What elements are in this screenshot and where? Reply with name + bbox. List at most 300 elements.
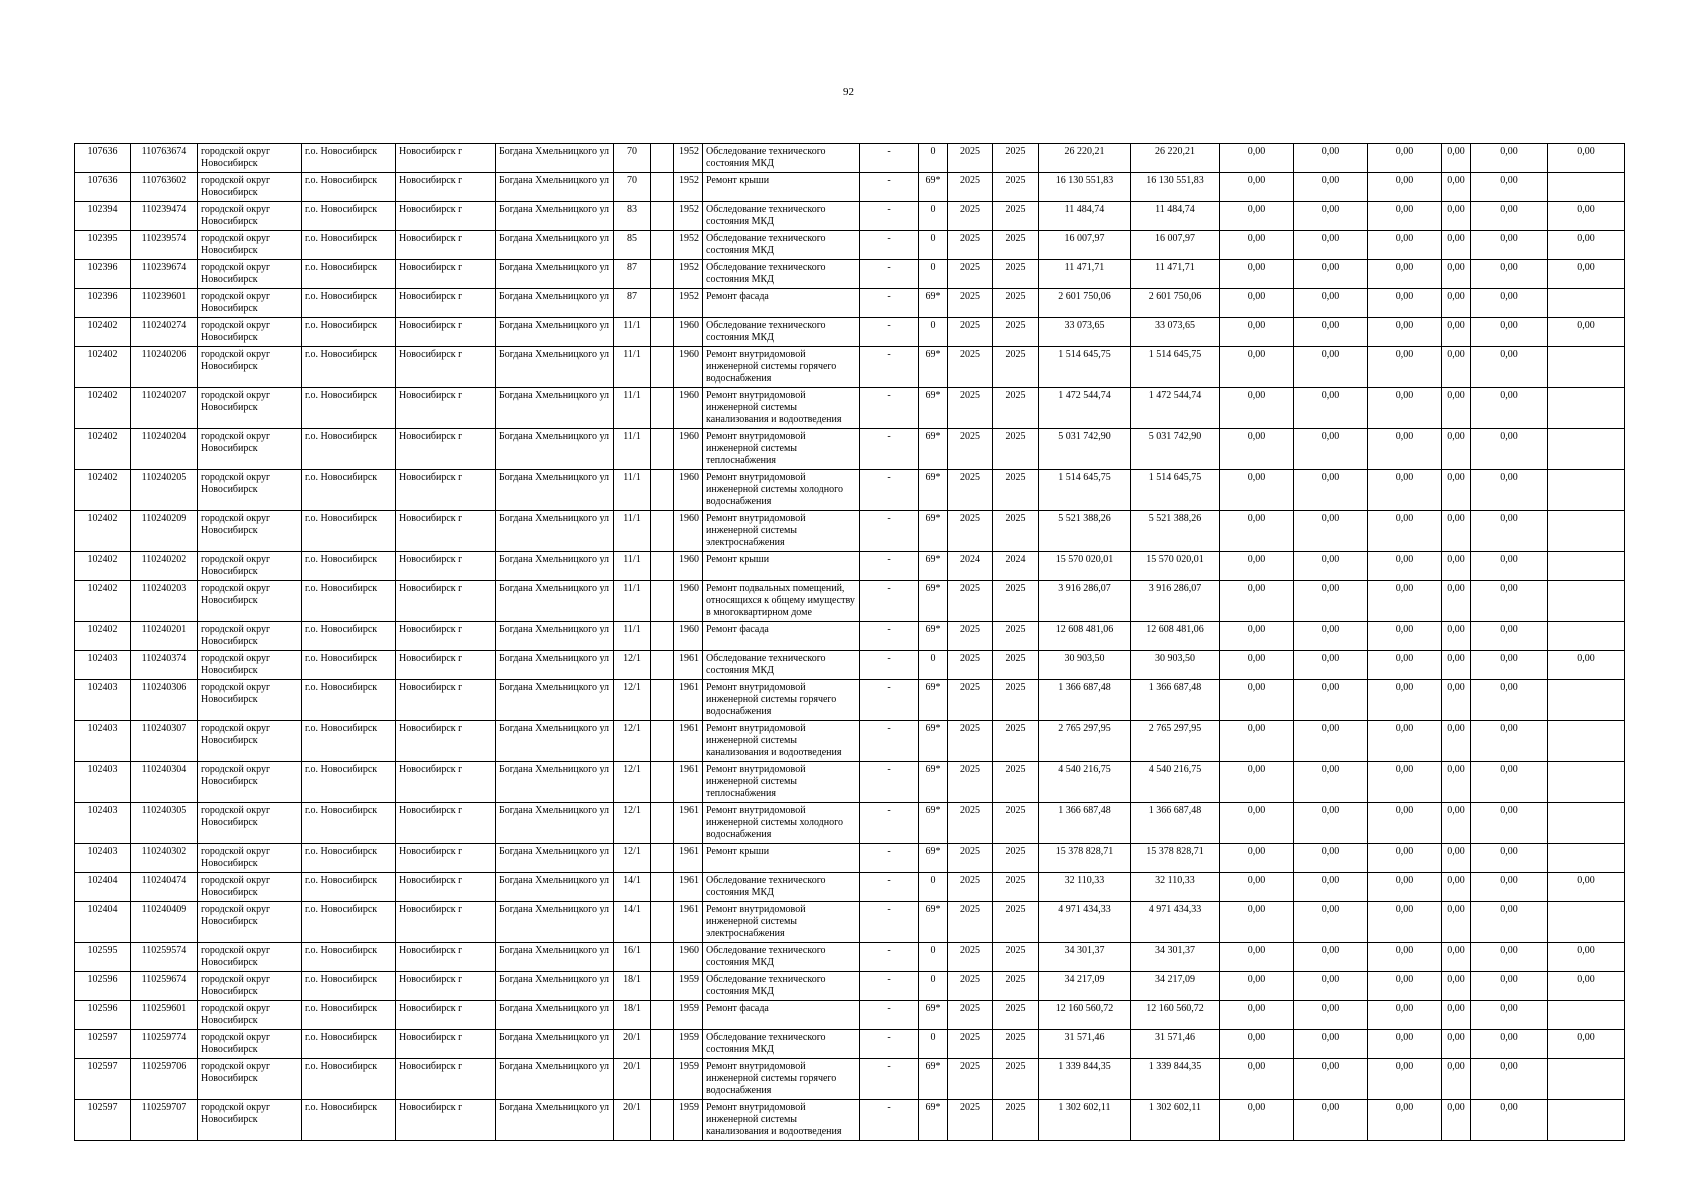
row-work-type: Обследование технического состояния МКД [703,1030,860,1059]
row-year: 1960 [674,318,703,347]
row-code: 110259674 [131,972,198,1001]
row-year: 1960 [674,429,703,470]
row-value-6: 0,00 [1548,873,1625,902]
row-year-end: 2025 [993,347,1039,388]
row-work-type: Обследование технического состояния МКД [703,651,860,680]
row-value-3: 0,00 [1368,943,1442,972]
row-work-type: Ремонт внутридомовой инженерной системы электроснабжения [703,511,860,552]
row-extra [651,388,674,429]
row-year: 1961 [674,902,703,943]
row-code: 110240274 [131,318,198,347]
row-fund-cost: 33 073,65 [1131,318,1220,347]
row-year-end: 2025 [993,721,1039,762]
row-year-end: 2025 [993,762,1039,803]
row-value-6 [1548,902,1625,943]
row-value-4: 0,00 [1442,1001,1471,1030]
row-value-5: 0,00 [1471,1100,1548,1141]
row-work-type: Обследование технического состояния МКД [703,202,860,231]
row-value-6 [1548,680,1625,721]
row-municipality: городской округ Новосибирск [198,1001,302,1030]
row-dash: - [860,173,919,202]
row-municipality-short: г.о. Новосибирск [302,972,396,1001]
row-year-end: 2025 [993,173,1039,202]
row-value-4: 0,00 [1442,318,1471,347]
row-street: Богдана Хмельницкого ул [496,388,614,429]
row-extra [651,552,674,581]
row-value-4: 0,00 [1442,902,1471,943]
row-dash: - [860,943,919,972]
row-wear-percent: 69* [919,552,948,581]
row-work-type: Обследование технического состояния МКД [703,231,860,260]
row-year: 1960 [674,347,703,388]
row-city: Новосибирск г [396,902,496,943]
row-value-1: 0,00 [1220,173,1294,202]
row-value-3: 0,00 [1368,511,1442,552]
row-dash: - [860,289,919,318]
row-dash: - [860,972,919,1001]
row-year-start: 2025 [948,388,993,429]
table-row [75,803,1625,844]
row-municipality-short: г.о. Новосибирск [302,1100,396,1141]
row-value-6 [1548,511,1625,552]
row-total-cost: 26 220,21 [1039,144,1131,173]
row-city: Новосибирск г [396,347,496,388]
row-year-start: 2025 [948,318,993,347]
row-municipality-short: г.о. Новосибирск [302,762,396,803]
row-value-3: 0,00 [1368,388,1442,429]
row-total-cost: 1 514 645,75 [1039,347,1131,388]
row-city: Новосибирск г [396,581,496,622]
row-id: 102403 [75,651,131,680]
row-value-5: 0,00 [1471,1030,1548,1059]
row-work-type: Ремонт фасада [703,1001,860,1030]
row-value-2: 0,00 [1294,972,1368,1001]
row-value-6: 0,00 [1548,144,1625,173]
row-street: Богдана Хмельницкого ул [496,680,614,721]
row-house: 70 [614,173,651,202]
row-value-1: 0,00 [1220,943,1294,972]
row-value-2: 0,00 [1294,1001,1368,1030]
row-value-5: 0,00 [1471,318,1548,347]
row-value-3: 0,00 [1368,144,1442,173]
row-municipality-short: г.о. Новосибирск [302,347,396,388]
row-house: 11/1 [614,470,651,511]
row-total-cost: 1 339 844,35 [1039,1059,1131,1100]
row-municipality: городской округ Новосибирск [198,844,302,873]
row-value-1: 0,00 [1220,289,1294,318]
row-dash: - [860,651,919,680]
row-year-end: 2025 [993,1059,1039,1100]
row-year: 1960 [674,511,703,552]
row-year: 1952 [674,231,703,260]
row-street: Богдана Хмельницкого ул [496,622,614,651]
row-work-type: Ремонт фасада [703,289,860,318]
row-city: Новосибирск г [396,260,496,289]
table-row [75,651,1625,680]
row-fund-cost: 26 220,21 [1131,144,1220,173]
table-row [75,231,1625,260]
row-year-end: 2025 [993,318,1039,347]
row-extra [651,873,674,902]
row-extra [651,803,674,844]
row-street: Богдана Хмельницкого ул [496,972,614,1001]
row-value-5: 0,00 [1471,581,1548,622]
row-value-4: 0,00 [1442,873,1471,902]
row-value-6: 0,00 [1548,231,1625,260]
row-house: 87 [614,289,651,318]
table-row [75,173,1625,202]
row-municipality: городской округ Новосибирск [198,552,302,581]
row-street: Богдана Хмельницкого ул [496,581,614,622]
row-wear-percent: 69* [919,803,948,844]
row-value-5: 0,00 [1471,972,1548,1001]
row-code: 110259601 [131,1001,198,1030]
row-id: 102404 [75,873,131,902]
row-municipality-short: г.о. Новосибирск [302,622,396,651]
row-value-5: 0,00 [1471,1059,1548,1100]
row-wear-percent: 0 [919,231,948,260]
row-total-cost: 16 130 551,83 [1039,173,1131,202]
row-id: 102395 [75,231,131,260]
row-value-1: 0,00 [1220,581,1294,622]
row-total-cost: 15 378 828,71 [1039,844,1131,873]
row-value-6 [1548,1059,1625,1100]
row-value-6 [1548,844,1625,873]
row-total-cost: 4 540 216,75 [1039,762,1131,803]
row-year-end: 2025 [993,873,1039,902]
row-work-type: Ремонт внутридомовой инженерной системы теплоснабжения [703,429,860,470]
row-value-6: 0,00 [1548,651,1625,680]
row-value-6 [1548,762,1625,803]
row-extra [651,1100,674,1141]
row-dash: - [860,581,919,622]
row-year-start: 2025 [948,972,993,1001]
row-id: 102402 [75,552,131,581]
row-value-5: 0,00 [1471,552,1548,581]
row-value-2: 0,00 [1294,680,1368,721]
row-municipality: городской округ Новосибирск [198,1100,302,1141]
row-id: 102597 [75,1059,131,1100]
row-value-6 [1548,1100,1625,1141]
row-street: Богдана Хмельницкого ул [496,873,614,902]
row-year-end: 2025 [993,622,1039,651]
row-extra [651,622,674,651]
row-city: Новосибирск г [396,943,496,972]
row-total-cost: 30 903,50 [1039,651,1131,680]
row-year-start: 2025 [948,1059,993,1100]
row-value-1: 0,00 [1220,902,1294,943]
row-work-type: Ремонт внутридомовой инженерной системы холодного водоснабжения [703,803,860,844]
row-value-5: 0,00 [1471,943,1548,972]
row-id: 107636 [75,173,131,202]
table-row [75,943,1625,972]
row-year-start: 2025 [948,803,993,844]
row-house: 18/1 [614,972,651,1001]
row-value-1: 0,00 [1220,144,1294,173]
row-total-cost: 34 217,09 [1039,972,1131,1001]
row-code: 110240206 [131,347,198,388]
row-total-cost: 34 301,37 [1039,943,1131,972]
row-house: 11/1 [614,581,651,622]
page-number: 92 [843,86,854,98]
row-city: Новосибирск г [396,202,496,231]
row-municipality-short: г.о. Новосибирск [302,902,396,943]
row-value-2: 0,00 [1294,943,1368,972]
row-city: Новосибирск г [396,622,496,651]
row-fund-cost: 31 571,46 [1131,1030,1220,1059]
row-dash: - [860,318,919,347]
row-city: Новосибирск г [396,844,496,873]
row-id: 102403 [75,844,131,873]
row-id: 102597 [75,1030,131,1059]
row-fund-cost: 16 130 551,83 [1131,173,1220,202]
row-value-4: 0,00 [1442,173,1471,202]
row-value-4: 0,00 [1442,943,1471,972]
row-year-start: 2025 [948,651,993,680]
row-street: Богдана Хмельницкого ул [496,318,614,347]
row-value-4: 0,00 [1442,844,1471,873]
row-dash: - [860,231,919,260]
row-value-3: 0,00 [1368,902,1442,943]
row-house: 14/1 [614,873,651,902]
row-work-type: Ремонт фасада [703,622,860,651]
row-work-type: Ремонт внутридомовой инженерной системы горячего водоснабжения [703,680,860,721]
row-code: 110259707 [131,1100,198,1141]
row-house: 11/1 [614,318,651,347]
row-year-end: 2025 [993,429,1039,470]
row-street: Богдана Хмельницкого ул [496,260,614,289]
row-municipality: городской округ Новосибирск [198,651,302,680]
row-value-2: 0,00 [1294,260,1368,289]
row-year-end: 2025 [993,470,1039,511]
row-municipality: городской округ Новосибирск [198,231,302,260]
row-work-type: Ремонт внутридомовой инженерной системы электроснабжения [703,902,860,943]
row-total-cost: 16 007,97 [1039,231,1131,260]
row-extra [651,231,674,260]
row-house: 16/1 [614,943,651,972]
row-wear-percent: 0 [919,873,948,902]
row-code: 110239574 [131,231,198,260]
row-value-2: 0,00 [1294,844,1368,873]
row-wear-percent: 0 [919,651,948,680]
row-value-4: 0,00 [1442,231,1471,260]
row-year: 1952 [674,260,703,289]
row-value-3: 0,00 [1368,260,1442,289]
row-total-cost: 2 765 297,95 [1039,721,1131,762]
row-value-6 [1548,173,1625,202]
row-work-type: Ремонт внутридомовой инженерной системы горячего водоснабжения [703,347,860,388]
row-house: 20/1 [614,1030,651,1059]
row-id: 102596 [75,972,131,1001]
row-year-end: 2025 [993,231,1039,260]
row-street: Богдана Хмельницкого ул [496,173,614,202]
row-street: Богдана Хмельницкого ул [496,552,614,581]
row-value-5: 0,00 [1471,651,1548,680]
row-year-start: 2025 [948,173,993,202]
row-wear-percent: 69* [919,289,948,318]
row-value-3: 0,00 [1368,622,1442,651]
row-year-end: 2025 [993,943,1039,972]
row-dash: - [860,202,919,231]
row-value-3: 0,00 [1368,470,1442,511]
table-row [75,762,1625,803]
row-value-1: 0,00 [1220,651,1294,680]
row-value-1: 0,00 [1220,470,1294,511]
row-value-6 [1548,1001,1625,1030]
row-wear-percent: 0 [919,202,948,231]
row-value-5: 0,00 [1471,762,1548,803]
row-value-6: 0,00 [1548,202,1625,231]
row-id: 102402 [75,347,131,388]
row-wear-percent: 69* [919,721,948,762]
row-value-3: 0,00 [1368,1100,1442,1141]
row-code: 110240474 [131,873,198,902]
row-value-2: 0,00 [1294,651,1368,680]
row-year-start: 2025 [948,943,993,972]
row-municipality: городской округ Новосибирск [198,173,302,202]
row-house: 12/1 [614,803,651,844]
row-year-start: 2025 [948,1100,993,1141]
row-value-1: 0,00 [1220,1001,1294,1030]
row-dash: - [860,622,919,651]
row-year-end: 2025 [993,260,1039,289]
row-city: Новосибирск г [396,173,496,202]
row-value-3: 0,00 [1368,762,1442,803]
row-city: Новосибирск г [396,289,496,318]
row-dash: - [860,388,919,429]
row-value-2: 0,00 [1294,388,1368,429]
row-wear-percent: 0 [919,972,948,1001]
row-code: 110239674 [131,260,198,289]
row-fund-cost: 34 217,09 [1131,972,1220,1001]
row-work-type: Ремонт внутридомовой инженерной системы горячего водоснабжения [703,1059,860,1100]
row-city: Новосибирск г [396,388,496,429]
row-total-cost: 12 160 560,72 [1039,1001,1131,1030]
row-value-2: 0,00 [1294,511,1368,552]
row-value-2: 0,00 [1294,902,1368,943]
row-value-4: 0,00 [1442,721,1471,762]
row-work-type: Ремонт внутридомовой инженерной системы канализования и водоотведения [703,1100,860,1141]
row-municipality-short: г.о. Новосибирск [302,144,396,173]
row-wear-percent: 69* [919,1059,948,1100]
row-municipality-short: г.о. Новосибирск [302,202,396,231]
row-work-type: Обследование технического состояния МКД [703,318,860,347]
row-municipality-short: г.о. Новосибирск [302,873,396,902]
row-dash: - [860,844,919,873]
row-value-1: 0,00 [1220,844,1294,873]
row-city: Новосибирск г [396,972,496,1001]
row-total-cost: 3 916 286,07 [1039,581,1131,622]
row-fund-cost: 1 514 645,75 [1131,470,1220,511]
row-value-5: 0,00 [1471,429,1548,470]
row-value-6 [1548,721,1625,762]
row-extra [651,202,674,231]
row-year-start: 2025 [948,873,993,902]
row-value-6 [1548,429,1625,470]
row-year-end: 2025 [993,803,1039,844]
row-municipality-short: г.о. Новосибирск [302,651,396,680]
table-row [75,318,1625,347]
row-wear-percent: 69* [919,902,948,943]
row-value-6: 0,00 [1548,260,1625,289]
table-row [75,972,1625,1001]
row-year: 1960 [674,622,703,651]
row-id: 102403 [75,721,131,762]
row-municipality-short: г.о. Новосибирск [302,803,396,844]
row-municipality: городской округ Новосибирск [198,721,302,762]
table-row [75,581,1625,622]
row-year: 1952 [674,289,703,318]
row-municipality-short: г.о. Новосибирск [302,260,396,289]
row-value-3: 0,00 [1368,721,1442,762]
row-fund-cost: 2 601 750,06 [1131,289,1220,318]
row-house: 12/1 [614,844,651,873]
row-value-5: 0,00 [1471,289,1548,318]
row-id: 102402 [75,318,131,347]
row-code: 110259706 [131,1059,198,1100]
row-code: 110763602 [131,173,198,202]
row-municipality-short: г.о. Новосибирск [302,231,396,260]
row-fund-cost: 1 472 544,74 [1131,388,1220,429]
row-total-cost: 1 514 645,75 [1039,470,1131,511]
row-value-2: 0,00 [1294,581,1368,622]
row-year: 1961 [674,803,703,844]
row-municipality-short: г.о. Новосибирск [302,552,396,581]
row-dash: - [860,1100,919,1141]
row-value-6: 0,00 [1548,972,1625,1001]
row-total-cost: 5 521 388,26 [1039,511,1131,552]
row-street: Богдана Хмельницкого ул [496,144,614,173]
row-id: 102402 [75,622,131,651]
row-code: 110240304 [131,762,198,803]
row-year: 1959 [674,972,703,1001]
row-total-cost: 1 472 544,74 [1039,388,1131,429]
row-year-start: 2025 [948,1001,993,1030]
row-fund-cost: 15 378 828,71 [1131,844,1220,873]
row-value-1: 0,00 [1220,552,1294,581]
row-code: 110240307 [131,721,198,762]
row-street: Богдана Хмельницкого ул [496,429,614,470]
row-value-4: 0,00 [1442,552,1471,581]
row-value-5: 0,00 [1471,902,1548,943]
table-row [75,902,1625,943]
row-value-1: 0,00 [1220,347,1294,388]
row-dash: - [860,1001,919,1030]
row-street: Богдана Хмельницкого ул [496,202,614,231]
row-value-1: 0,00 [1220,202,1294,231]
row-value-1: 0,00 [1220,803,1294,844]
row-municipality: городской округ Новосибирск [198,622,302,651]
row-value-6 [1548,803,1625,844]
row-value-2: 0,00 [1294,231,1368,260]
row-id: 102595 [75,943,131,972]
row-year-start: 2025 [948,902,993,943]
table-row [75,622,1625,651]
row-value-4: 0,00 [1442,511,1471,552]
row-value-2: 0,00 [1294,873,1368,902]
row-street: Богдана Хмельницкого ул [496,289,614,318]
table-body [75,144,1625,1141]
row-wear-percent: 0 [919,943,948,972]
row-value-2: 0,00 [1294,803,1368,844]
row-wear-percent: 69* [919,173,948,202]
table-row [75,511,1625,552]
row-value-5: 0,00 [1471,721,1548,762]
row-city: Новосибирск г [396,318,496,347]
row-dash: - [860,511,919,552]
row-year: 1959 [674,1001,703,1030]
row-wear-percent: 69* [919,1100,948,1141]
